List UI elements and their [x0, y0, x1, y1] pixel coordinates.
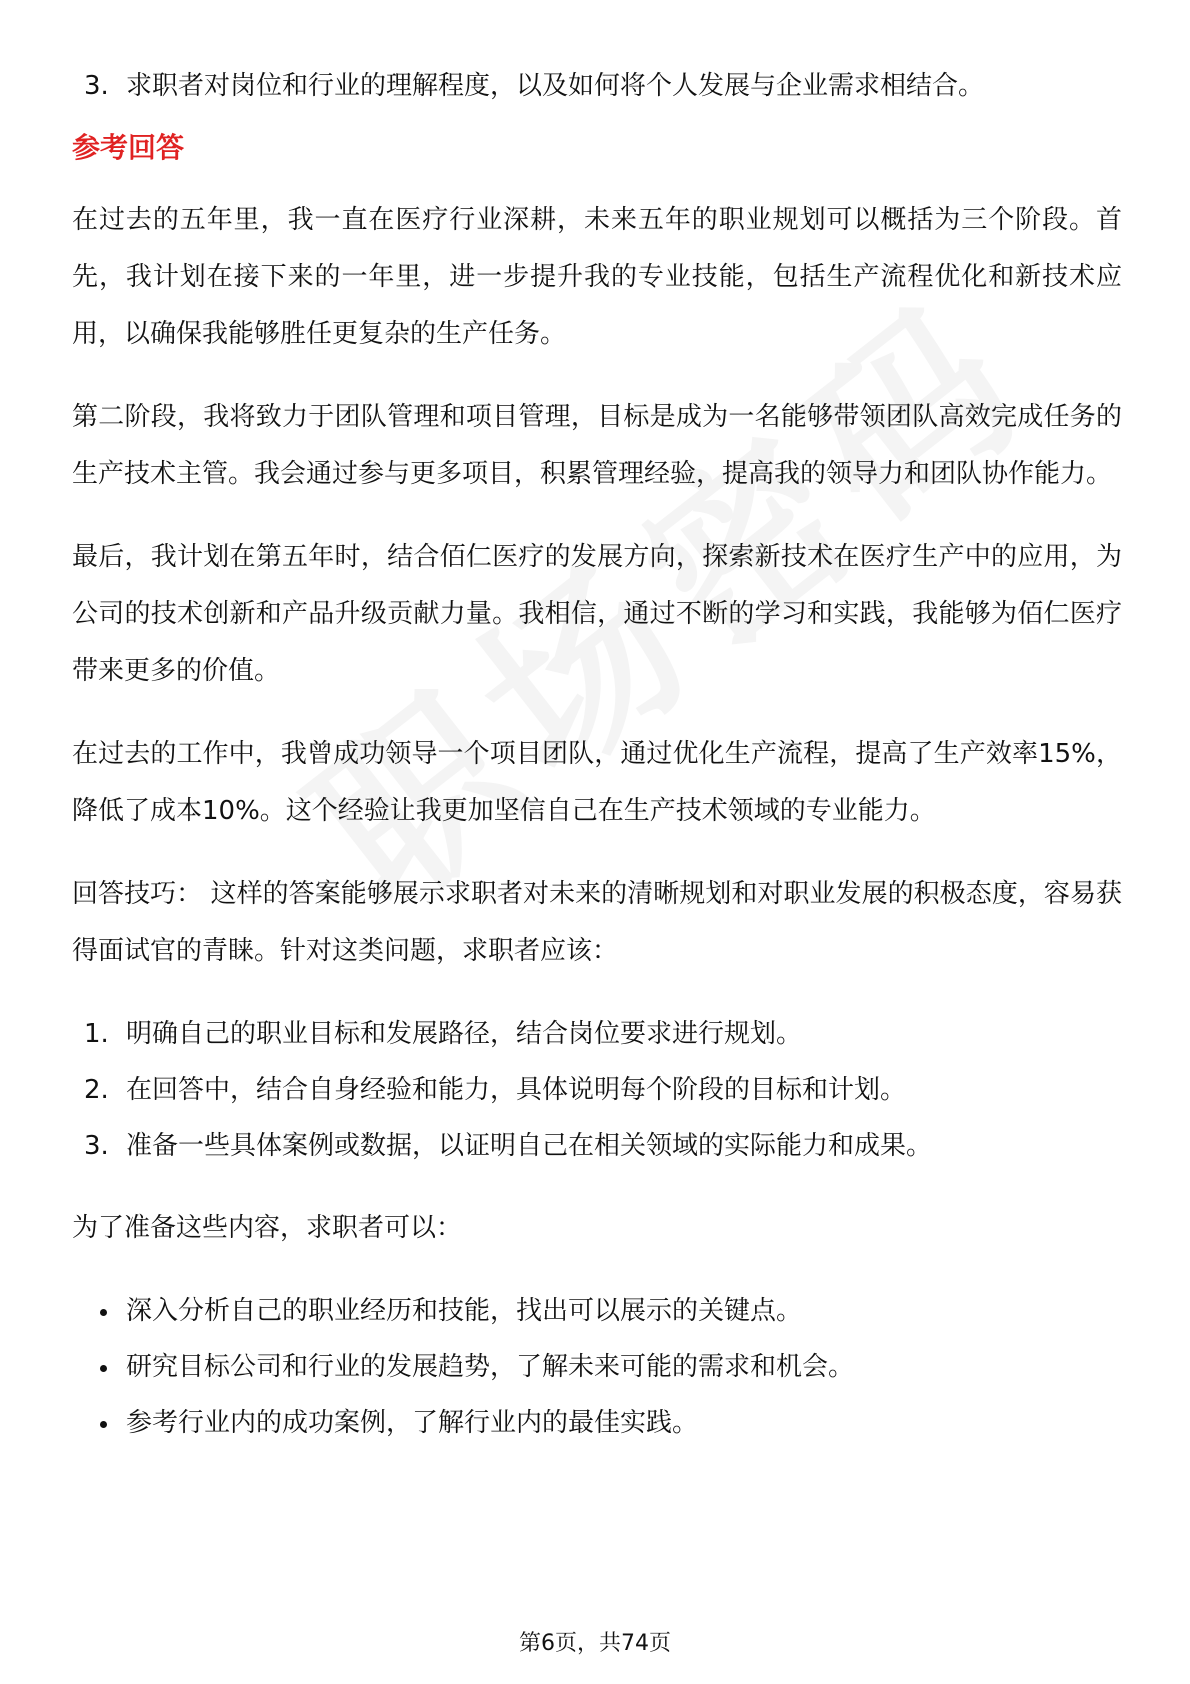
bullet-text: 研究目标公司和行业的发展趋势，了解未来可能的需求和机会。: [126, 1352, 855, 1382]
bullet-text: 参考行业内的成功案例，了解行业内的最佳实践。: [126, 1408, 699, 1438]
list-item-number: 3.: [84, 1131, 109, 1161]
list-item-text: 明确自己的职业目标和发展路径，结合岗位要求进行规划。: [126, 1019, 803, 1049]
answer-paragraph-4: 在过去的工作中，我曾成功领导一个项目团队，通过优化生产流程，提高了生产效率15%，降低了成本10%。这个经验让我更加坚信自己在生产技术领域的专业能力。: [72, 739, 1122, 826]
list-item-text: 在回答中，结合自身经验和能力，具体说明每个阶段的目标和计划。: [126, 1075, 907, 1105]
list-item-number: 1.: [84, 1019, 109, 1049]
bullet-text: 深入分析自己的职业经历和技能，找出可以展示的关键点。: [126, 1296, 803, 1326]
bullet-dot-icon: [100, 1365, 107, 1372]
bullet-item: [72, 1395, 1122, 1451]
bullet-item: [72, 1283, 1122, 1339]
answer-paragraph-2: 第二阶段，我将致力于团队管理和项目管理，目标是成为一名能够带领团队高效完成任务的生产技术主管。我会通过参与更多项目，积累管理经验，提高我的领导力和团队协作能力。: [72, 402, 1122, 489]
bullet-item: [72, 1339, 1122, 1395]
list-item: [72, 1062, 1122, 1118]
reference-answer-heading: 参考回答: [72, 131, 185, 164]
list-item-number: 3.: [84, 71, 109, 101]
page-footer: 第6页，共74页: [519, 1631, 671, 1656]
answer-paragraph-1: 在过去的五年里，我一直在医疗行业深耕，未来五年的职业规划可以概括为三个阶段。首先，我计划在接下来的一年里，进一步提升我的专业技能，包括生产流程优化和新技术应用，以确保我能够胜任更复杂的生产任务。: [72, 205, 1122, 349]
prep-bullet-list: [72, 1283, 1122, 1451]
tips-paragraph: 回答技巧： 这样的答案能够展示求职者对未来的清晰规划和对职业发展的积极态度，容易获得面试官的青睐。针对这类问题，求职者应该：: [72, 879, 1122, 966]
list-item-text: 求职者对岗位和行业的理解程度，以及如何将个人发展与企业需求相结合。: [126, 71, 985, 101]
answer-paragraph-3: 最后，我计划在第五年时，结合佰仁医疗的发展方向，探索新技术在医疗生产中的应用，为公司的技术创新和产品升级贡献力量。我相信，通过不断的学习和实践，我能够为佰仁医疗带来更多的价值。: [72, 542, 1122, 686]
list-item: [72, 1118, 1122, 1174]
bullet-dot-icon: [100, 1421, 107, 1428]
list-item: [72, 1006, 1122, 1062]
page-content: [72, 58, 1122, 1451]
tips-numbered-list: [72, 1006, 1122, 1174]
list-item: [72, 58, 1122, 114]
top-numbered-list: [72, 58, 1122, 114]
list-item-number: 2.: [84, 1075, 109, 1105]
prep-intro: 为了准备这些内容，求职者可以：: [72, 1213, 463, 1243]
bullet-dot-icon: [100, 1309, 107, 1316]
list-item-text: 准备一些具体案例或数据，以证明自己在相关领域的实际能力和成果。: [126, 1131, 933, 1161]
